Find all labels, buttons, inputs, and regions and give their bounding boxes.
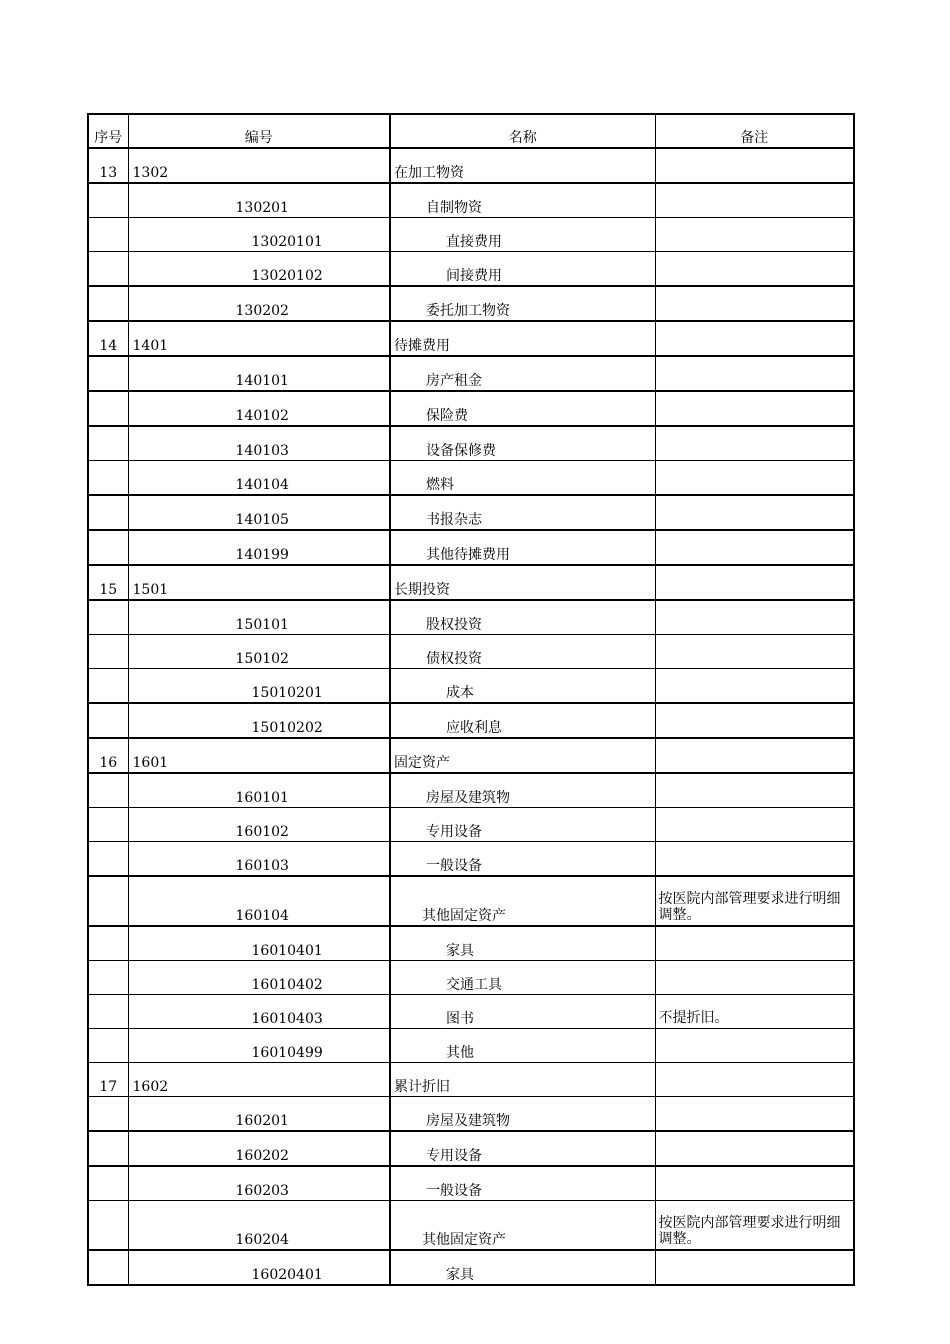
seq-cell <box>88 495 128 530</box>
seq-cell <box>88 218 128 252</box>
name-cell: 其他固定资产 <box>390 876 655 926</box>
seq-cell <box>88 1029 128 1063</box>
table-row <box>88 356 854 391</box>
name-cell: 累计折旧 <box>390 1063 655 1097</box>
header-note: 备注 <box>655 114 854 148</box>
code-cell: 1601 <box>128 738 390 773</box>
table-row <box>88 669 854 704</box>
table-row <box>88 876 854 926</box>
header-row <box>88 114 854 148</box>
code-cell: 1401 <box>128 321 390 356</box>
name-cell: 债权投资 <box>390 635 655 669</box>
note-cell <box>655 183 854 218</box>
code-cell: 140101 <box>128 356 390 391</box>
note-cell <box>655 495 854 530</box>
table-row <box>88 1201 854 1251</box>
seq-cell <box>88 252 128 287</box>
table-row <box>88 738 854 773</box>
seq-cell <box>88 1166 128 1201</box>
note-cell: 按医院内部管理要求进行明细调整。 <box>655 1201 854 1251</box>
note-cell <box>655 669 854 704</box>
seq-cell <box>88 286 128 321</box>
name-cell: 房屋及建筑物 <box>390 773 655 808</box>
table-row <box>88 1131 854 1166</box>
note-cell <box>655 391 854 426</box>
seq-cell <box>88 773 128 808</box>
table-row <box>88 1250 854 1285</box>
code-cell: 160103 <box>128 842 390 877</box>
name-cell: 燃料 <box>390 461 655 496</box>
code-cell: 16010402 <box>128 961 390 995</box>
table-row <box>88 565 854 600</box>
code-cell: 13020102 <box>128 252 390 287</box>
code-cell: 130202 <box>128 286 390 321</box>
account-code-sheet <box>87 113 853 1286</box>
table-row <box>88 1166 854 1201</box>
code-cell: 16010403 <box>128 995 390 1029</box>
code-cell: 140103 <box>128 426 390 461</box>
name-cell: 家具 <box>390 926 655 961</box>
name-cell: 其他待摊费用 <box>390 530 655 565</box>
table-row <box>88 842 854 877</box>
seq-cell <box>88 426 128 461</box>
name-cell: 长期投资 <box>390 565 655 600</box>
note-cell <box>655 565 854 600</box>
seq-cell <box>88 1201 128 1251</box>
table-row <box>88 321 854 356</box>
seq-cell: 13 <box>88 148 128 183</box>
note-cell <box>655 530 854 565</box>
seq-cell: 14 <box>88 321 128 356</box>
code-cell: 160102 <box>128 808 390 842</box>
seq-cell <box>88 1131 128 1166</box>
table-row <box>88 808 854 842</box>
note-cell <box>655 600 854 635</box>
name-cell: 在加工物资 <box>390 148 655 183</box>
note-cell <box>655 286 854 321</box>
note-cell <box>655 148 854 183</box>
name-cell: 成本 <box>390 669 655 704</box>
seq-cell <box>88 876 128 926</box>
seq-cell <box>88 1250 128 1285</box>
code-cell: 15010201 <box>128 669 390 704</box>
note-cell <box>655 1166 854 1201</box>
code-cell: 160104 <box>128 876 390 926</box>
table-row <box>88 252 854 287</box>
seq-cell <box>88 669 128 704</box>
note-cell <box>655 926 854 961</box>
seq-cell <box>88 1097 128 1132</box>
note-cell <box>655 218 854 252</box>
name-cell: 间接费用 <box>390 252 655 287</box>
note-cell <box>655 773 854 808</box>
code-cell: 15010202 <box>128 703 390 738</box>
seq-cell <box>88 808 128 842</box>
note-cell <box>655 703 854 738</box>
seq-cell <box>88 356 128 391</box>
name-cell: 委托加工物资 <box>390 286 655 321</box>
code-cell: 160204 <box>128 1201 390 1251</box>
name-cell: 股权投资 <box>390 600 655 635</box>
table-row <box>88 391 854 426</box>
seq-cell <box>88 926 128 961</box>
seq-cell <box>88 183 128 218</box>
code-cell: 160202 <box>128 1131 390 1166</box>
code-cell: 140102 <box>128 391 390 426</box>
table-row <box>88 926 854 961</box>
note-cell <box>655 1029 854 1063</box>
name-cell: 房屋及建筑物 <box>390 1097 655 1132</box>
seq-cell <box>88 461 128 496</box>
name-cell: 待摊费用 <box>390 321 655 356</box>
code-cell: 140105 <box>128 495 390 530</box>
code-cell: 16010499 <box>128 1029 390 1063</box>
note-cell <box>655 461 854 496</box>
note-cell <box>655 1131 854 1166</box>
name-cell: 其他 <box>390 1029 655 1063</box>
note-cell <box>655 1063 854 1097</box>
seq-cell <box>88 391 128 426</box>
seq-cell <box>88 995 128 1029</box>
note-cell <box>655 356 854 391</box>
name-cell: 房产租金 <box>390 356 655 391</box>
table-row <box>88 530 854 565</box>
note-cell <box>655 321 854 356</box>
table-row <box>88 703 854 738</box>
seq-cell <box>88 961 128 995</box>
name-cell: 固定资产 <box>390 738 655 773</box>
code-cell: 150101 <box>128 600 390 635</box>
table-row <box>88 495 854 530</box>
code-cell: 160203 <box>128 1166 390 1201</box>
header-name: 名称 <box>390 114 655 148</box>
name-cell: 专用设备 <box>390 1131 655 1166</box>
code-cell: 13020101 <box>128 218 390 252</box>
note-cell <box>655 1097 854 1132</box>
code-cell: 140104 <box>128 461 390 496</box>
name-cell: 图书 <box>390 995 655 1029</box>
table-row <box>88 1097 854 1132</box>
table-row <box>88 995 854 1029</box>
code-cell: 1602 <box>128 1063 390 1097</box>
table-row <box>88 635 854 669</box>
note-cell <box>655 738 854 773</box>
code-cell: 160101 <box>128 773 390 808</box>
name-cell: 一般设备 <box>390 1166 655 1201</box>
header-code: 编号 <box>128 114 390 148</box>
name-cell: 自制物资 <box>390 183 655 218</box>
table-row <box>88 286 854 321</box>
name-cell: 一般设备 <box>390 842 655 877</box>
seq-cell: 17 <box>88 1063 128 1097</box>
name-cell: 专用设备 <box>390 808 655 842</box>
table-row <box>88 600 854 635</box>
code-cell: 1501 <box>128 565 390 600</box>
name-cell: 设备保修费 <box>390 426 655 461</box>
name-cell: 书报杂志 <box>390 495 655 530</box>
table-row <box>88 218 854 252</box>
table-row <box>88 461 854 496</box>
seq-cell: 15 <box>88 565 128 600</box>
note-cell <box>655 426 854 461</box>
header-seq: 序号 <box>88 114 128 148</box>
note-cell <box>655 808 854 842</box>
code-cell: 1302 <box>128 148 390 183</box>
note-cell <box>655 252 854 287</box>
name-cell: 应收利息 <box>390 703 655 738</box>
table-row <box>88 148 854 183</box>
table-row <box>88 1063 854 1097</box>
table-row <box>88 773 854 808</box>
note-cell <box>655 1250 854 1285</box>
note-cell: 按医院内部管理要求进行明细调整。 <box>655 876 854 926</box>
table-row <box>88 426 854 461</box>
name-cell: 交通工具 <box>390 961 655 995</box>
seq-cell <box>88 530 128 565</box>
note-cell <box>655 635 854 669</box>
name-cell: 其他固定资产 <box>390 1201 655 1251</box>
seq-cell: 16 <box>88 738 128 773</box>
note-cell <box>655 961 854 995</box>
code-cell: 160201 <box>128 1097 390 1132</box>
table-row <box>88 183 854 218</box>
note-cell: 不提折旧。 <box>655 995 854 1029</box>
seq-cell <box>88 600 128 635</box>
table-row <box>88 1029 854 1063</box>
note-cell <box>655 842 854 877</box>
seq-cell <box>88 703 128 738</box>
name-cell: 家具 <box>390 1250 655 1285</box>
code-cell: 150102 <box>128 635 390 669</box>
seq-cell <box>88 635 128 669</box>
code-cell: 16020401 <box>128 1250 390 1285</box>
account-code-table <box>87 113 855 1286</box>
code-cell: 140199 <box>128 530 390 565</box>
name-cell: 保险费 <box>390 391 655 426</box>
code-cell: 16010401 <box>128 926 390 961</box>
table-row <box>88 961 854 995</box>
table-body <box>88 114 854 1285</box>
seq-cell <box>88 842 128 877</box>
name-cell: 直接费用 <box>390 218 655 252</box>
code-cell: 130201 <box>128 183 390 218</box>
